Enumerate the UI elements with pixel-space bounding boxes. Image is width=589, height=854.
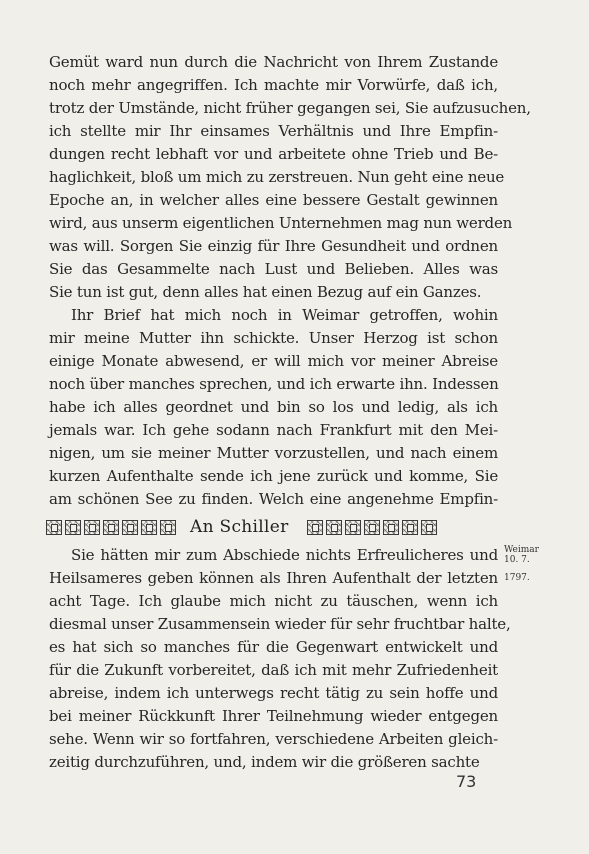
text-line: was will. Sorgen Sie einzig für Ihre Gesundheit und ordnen <box>49 237 498 255</box>
text-line: Gemüt ward nun durch die Nachricht von Ihrem Zustande <box>49 53 498 71</box>
text-line: es hat sich so manches für die Gegenwart entwickelt und <box>49 638 498 656</box>
ornament-block-icon <box>307 520 323 535</box>
text-line: bei meiner Rückkunft Ihrer Teilnehmung wieder entgegen <box>49 707 498 725</box>
margin-note-year: 1797. <box>504 573 530 583</box>
heading-title: An Schiller <box>190 517 289 537</box>
text-line: Epoche an, in welcher alles eine bessere Gestalt gewinnen <box>49 191 498 209</box>
margin-note-date: 10. 7. <box>504 555 530 565</box>
text-line: haglichkeit, bloß um mich zu zerstreuen. Nun geht eine neue <box>49 168 505 186</box>
ornament-block-icon <box>122 520 138 535</box>
text-line: abreise, indem ich unterwegs recht tätig zu sein hoffe und <box>49 684 498 702</box>
ornament-block-icon <box>84 520 100 535</box>
ornament-left <box>46 520 176 535</box>
text-line: am schönen See zu finden. Welch eine angenehme Empfin- <box>49 490 498 508</box>
text-line: wird, aus unserm eigentlichen Unternehmen mag nun werden <box>49 214 513 232</box>
margin-note <box>504 545 564 583</box>
text-line: jemals war. Ich gehe sodann nach Frankfurt mit den Mei- <box>49 421 498 439</box>
ornament-block-icon <box>345 520 361 535</box>
text-line: trotz der Umstände, nicht früher gegangen sei, Sie aufzusuchen, <box>49 99 531 117</box>
ornament-block-icon <box>160 520 176 535</box>
text-line: einige Monate abwesend, er will mich vor meiner Abreise <box>49 352 498 370</box>
ornament-block-icon <box>46 520 62 535</box>
text-line: Heilsameres geben können als Ihren Aufenthalt der letzten <box>49 569 498 587</box>
text-line: acht Tage. Ich glaube mich nicht zu täuschen, wenn ich <box>49 592 498 610</box>
ornament-right <box>307 520 437 535</box>
text-line: Sie das Gesammelte nach Lust und Belieben. Alles was <box>49 260 498 278</box>
text-line: noch mehr angegriffen. Ich machte mir Vorwürfe, daß ich, <box>49 76 498 94</box>
text-line: dungen recht lebhaft vor und arbeitete ohne Trieb und Be- <box>49 145 498 163</box>
text-line: zeitig durchzuführen, und, indem wir die größeren sachte <box>49 753 480 771</box>
text-line: ich stellte mir Ihr einsames Verhältnis und Ihre Empfin- <box>49 122 498 140</box>
text-line: noch über manches sprechen, und ich erwarte ihn. Indessen <box>49 375 499 393</box>
text-line: Sie tun ist gut, denn alles hat einen Bezug auf ein Ganzes. <box>49 283 482 301</box>
text-line: für die Zukunft vorbereitet, daß ich mit mehr Zufriedenheit <box>49 661 498 679</box>
text-line: mir meine Mutter ihn schickte. Unser Herzog ist schon <box>49 329 498 347</box>
ornament-block-icon <box>103 520 119 535</box>
margin-note-place: Weimar <box>504 545 539 555</box>
ornament-block-icon <box>326 520 342 535</box>
text-line: habe ich alles geordnet und bin so los und ledig, als ich <box>49 398 498 416</box>
text-line: Sie hätten mir zum Abschiede nichts Erfreulicheres und <box>71 546 498 564</box>
ornament-block-icon <box>364 520 380 535</box>
ornament-block-icon <box>65 520 81 535</box>
ornament-block-icon <box>421 520 437 535</box>
text-line: Ihr Brief hat mich noch in Weimar getroffen, wohin <box>71 306 498 324</box>
text-line: nigen, um sie meiner Mutter vorzustellen, und nach einem <box>49 444 498 462</box>
text-line: sehe. Wenn wir so fortfahren, verschiedene Arbeiten gleich- <box>49 730 498 748</box>
text-line: kurzen Aufenthalte sende ich jene zurück und komme, Sie <box>49 467 498 485</box>
page-number: 73 <box>456 772 477 791</box>
text-line: diesmal unser Zusammensein wieder für sehr fruchtbar halte, <box>49 615 511 633</box>
ornament-block-icon <box>402 520 418 535</box>
letter-heading <box>46 516 500 538</box>
ornament-block-icon <box>383 520 399 535</box>
ornament-block-icon <box>141 520 157 535</box>
